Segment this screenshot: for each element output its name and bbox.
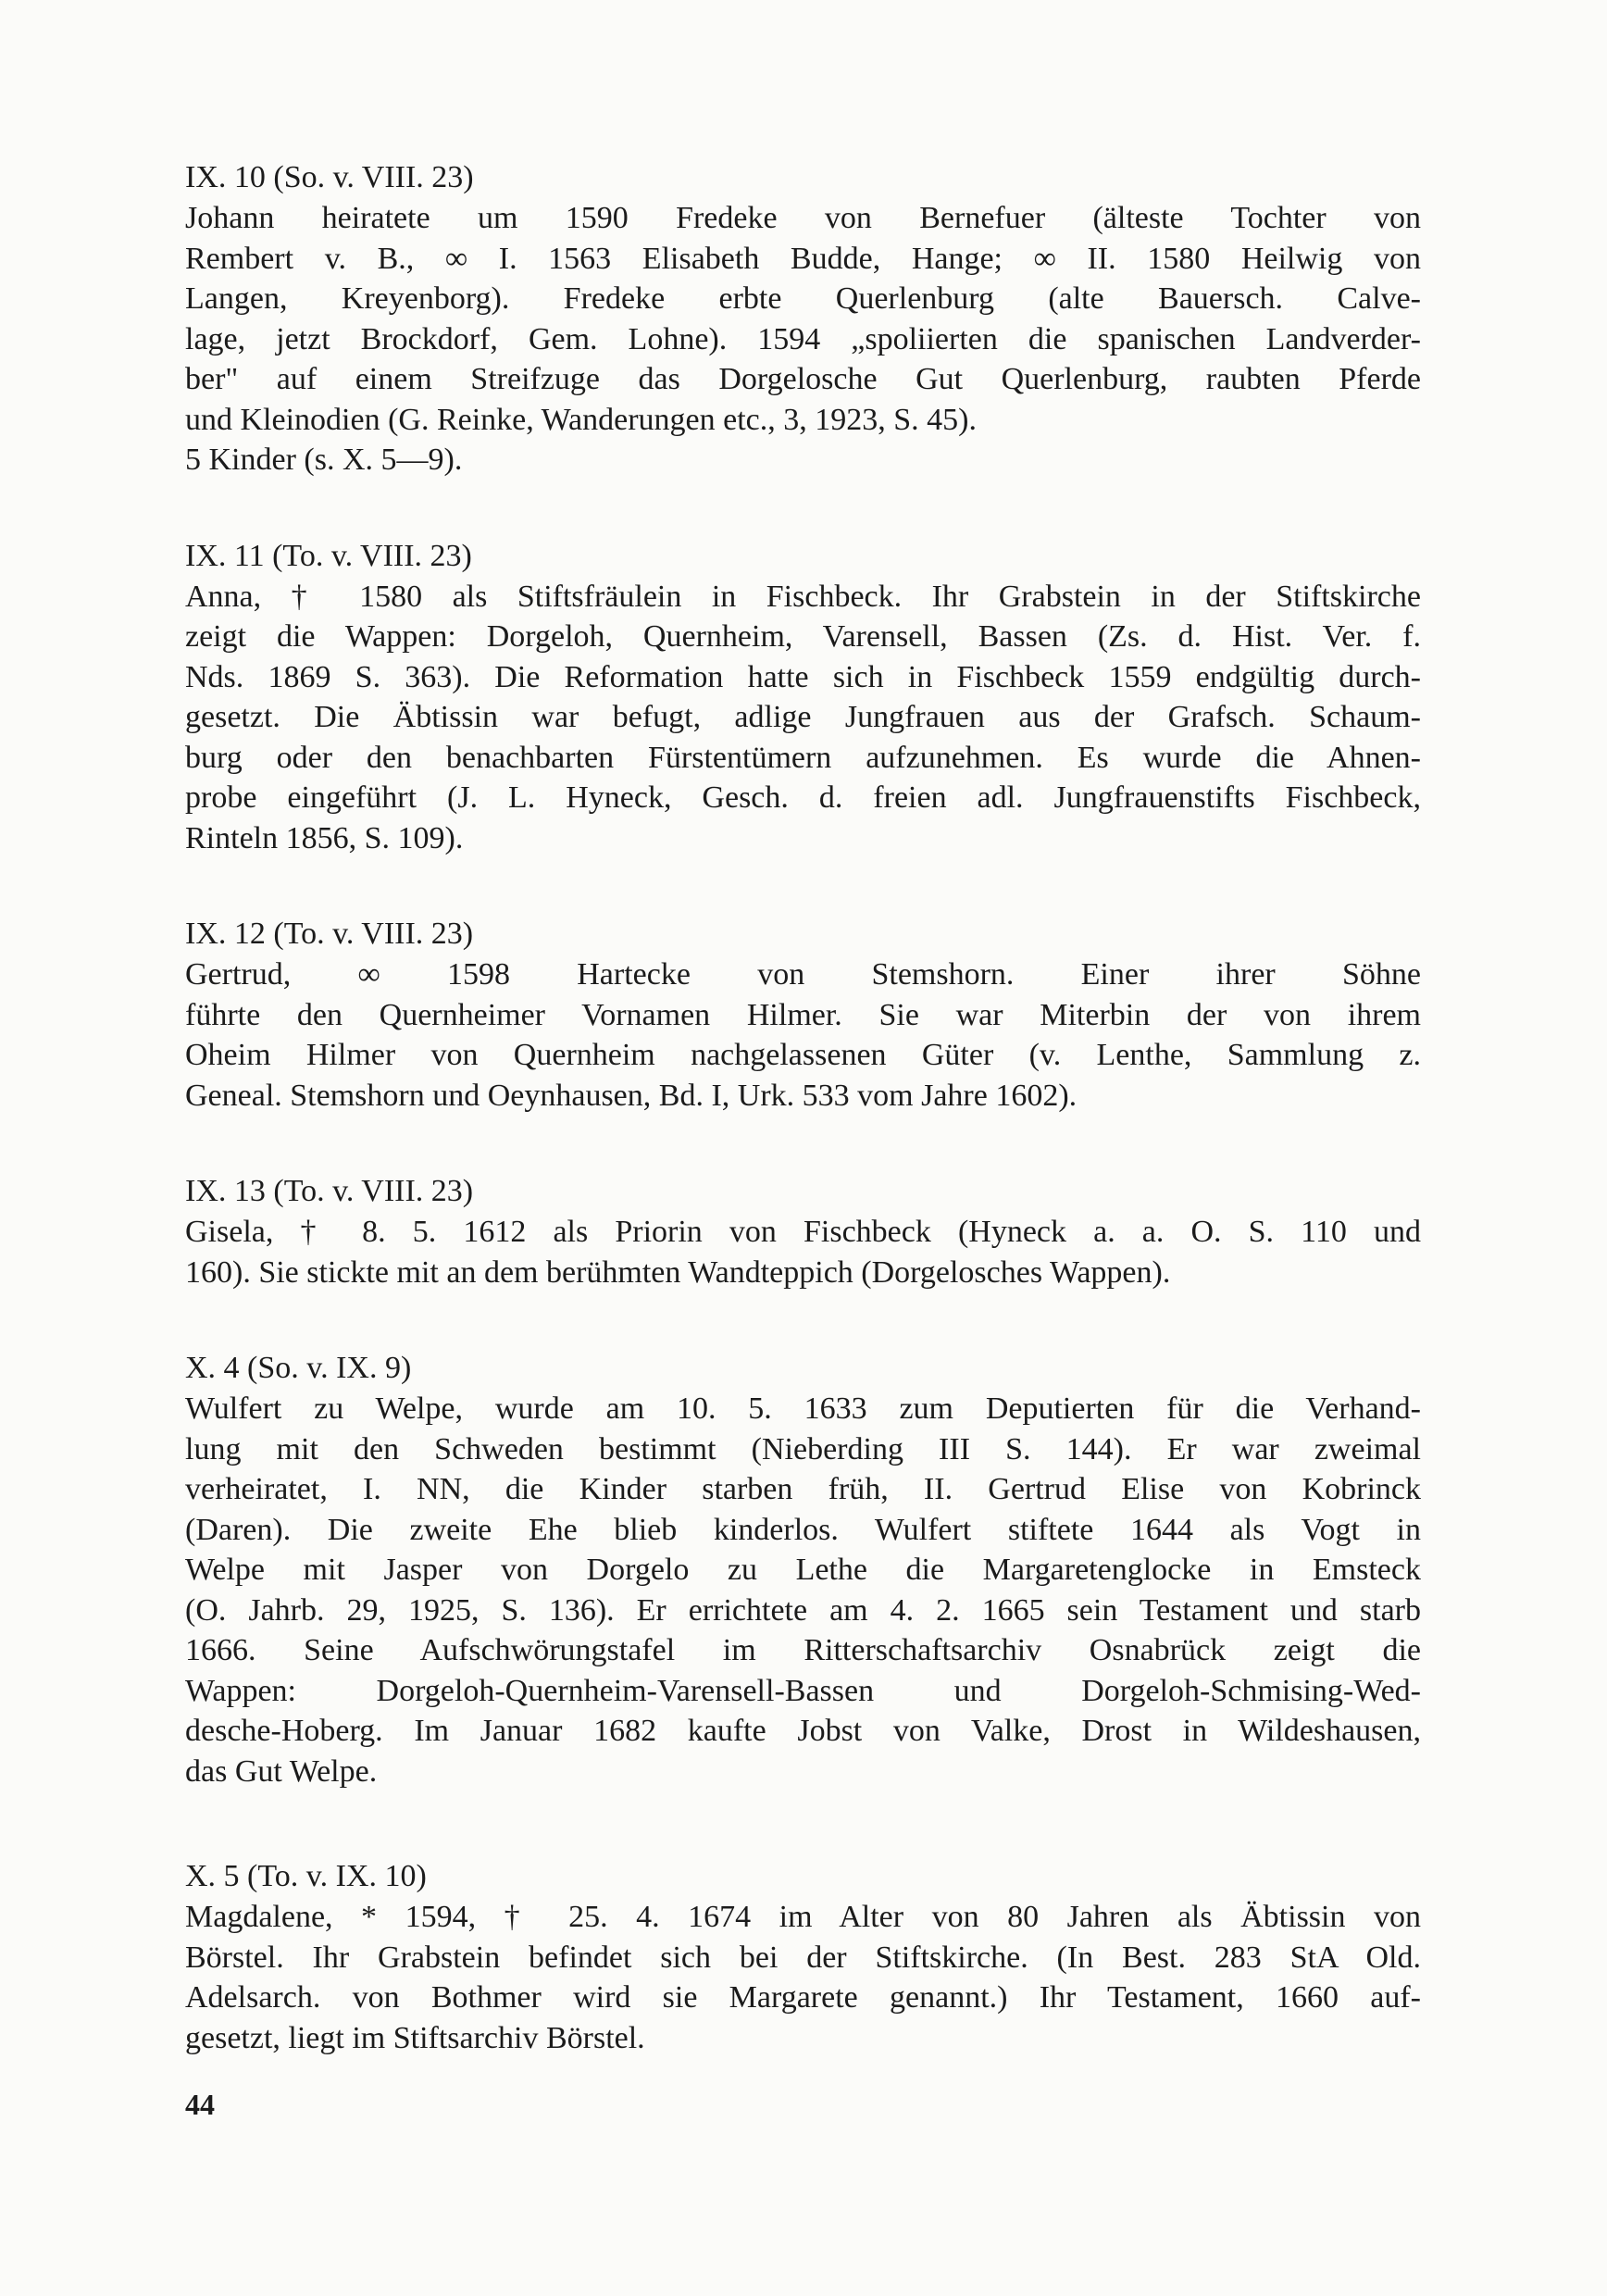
body-line: gesetzt, liegt im Stiftsarchiv Börstel. xyxy=(185,2020,645,2055)
entry-body xyxy=(185,1389,1421,1791)
body-line: 160). Sie stickte mit an dem berühmten Wandteppich (Dorgelosches Wappen). xyxy=(185,1254,1171,1290)
body-line: gesetzt. Die Äbtissin war befugt, adlige Jungfrauen aus der Grafsch. Schaum- xyxy=(185,700,1421,734)
body-line: Wulfert zu Welpe, wurde am 10. 5. 1633 zum Deputierten für die Verhand- xyxy=(185,1391,1421,1426)
document-page xyxy=(185,157,1421,2058)
body-line: verheiratet, I. NN, die Kinder starben früh, II. Gertrud Elise von Kobrinck xyxy=(185,1472,1421,1506)
body-line: Gisela, † 8. 5. 1612 als Priorin von Fischbeck (Hyneck a. a. O. S. 110 und xyxy=(185,1215,1421,1249)
entry-body xyxy=(185,577,1421,859)
body-line: Langen, Kreyenborg). Fredeke erbte Querlenburg (alte Bauersch. Calve- xyxy=(185,281,1421,316)
entry-body xyxy=(185,955,1421,1116)
body-line: Anna, † 1580 als Stiftsfräulein in Fischbeck. Ihr Grabstein in der Stiftskirche xyxy=(185,579,1421,614)
body-line: Rembert v. B., ∞ I. 1563 Elisabeth Budde, Hange; ∞ II. 1580 Heilwig von xyxy=(185,241,1421,276)
body-line: lage, jetzt Brockdorf, Gem. Lohne). 1594 „spoliierten die spanischen Landverder- xyxy=(185,321,1421,356)
entry-ix-13 xyxy=(185,1171,1421,1292)
body-line: (O. Jahrb. 29, 1925, S. 136). Er errichtete am 4. 2. 1665 sein Testament und starb xyxy=(185,1592,1421,1628)
entry-heading: IX. 10 (So. v. VIII. 23) xyxy=(185,160,474,194)
entry-ix-12 xyxy=(185,914,1421,1116)
entry-body xyxy=(185,1897,1421,2058)
body-line: 1666. Seine Aufschwörungstafel im Ritterschaftsarchiv Osnabrück zeigt die xyxy=(185,1633,1421,1667)
body-line: Welpe mit Jasper von Dorgelo zu Lethe die Margaretenglocke in Emsteck xyxy=(185,1553,1421,1587)
body-line: Nds. 1869 S. 363). Die Reformation hatte sich in Fischbeck 1559 endgültig durch- xyxy=(185,659,1421,694)
body-line: burg oder den benachbarten Fürstentümern aufzunehmen. Es wurde die Ahnen- xyxy=(185,740,1421,775)
body-line: das Gut Welpe. xyxy=(185,1753,378,1789)
body-line: Geneal. Stemshorn und Oeynhausen, Bd. I, Urk. 533 vom Jahre 1602). xyxy=(185,1078,1078,1113)
body-line: 5 Kinder (s. X. 5—9). xyxy=(185,443,463,477)
entry-x-5 xyxy=(185,1856,1421,2058)
entry-ix-10 xyxy=(185,157,1421,480)
body-line: probe eingeführt (J. L. Hyneck, Gesch. d. freien adl. Jungfrauenstifts Fischbeck, xyxy=(185,780,1421,815)
body-line: Oheim Hilmer von Quernheim nachgelassenen Güter (v. Lenthe, Sammlung z. xyxy=(185,1038,1421,1072)
entry-heading: IX. 12 (To. v. VIII. 23) xyxy=(185,917,474,951)
body-line: führte den Quernheimer Vornamen Hilmer. Sie war Miterbin der von ihrem xyxy=(185,997,1421,1032)
body-line: desche-Hoberg. Im Januar 1682 kaufte Jobst von Valke, Drost in Wildeshausen, xyxy=(185,1714,1421,1748)
body-line: Magdalene, * 1594, † 25. 4. 1674 im Alter von 80 Jahren als Äbtissin von xyxy=(185,1900,1421,1934)
body-line: Gertrud, ∞ 1598 Hartecke von Stemshorn. Einer ihrer Söhne xyxy=(185,957,1421,992)
body-line: Adelsarch. von Bothmer wird sie Margarete genannt.) Ihr Testament, 1660 auf- xyxy=(185,1980,1421,2015)
body-line: Wappen: Dorgeloh-Quernheim-Varensell-Bassen und Dorgeloh-Schmising-Wed- xyxy=(185,1673,1421,1708)
body-line: (Daren). Die zweite Ehe blieb kinderlos. Wulfert stiftete 1644 als Vogt in xyxy=(185,1512,1421,1547)
page-number: 44 xyxy=(185,2088,215,2121)
body-line: zeigt die Wappen: Dorgeloh, Quernheim, Varensell, Bassen (Zs. d. Hist. Ver. f. xyxy=(185,619,1421,654)
entry-heading: X. 4 (So. v. IX. 9) xyxy=(185,1351,412,1385)
body-line: und Kleinodien (G. Reinke, Wanderungen etc., 3, 1923, S. 45). xyxy=(185,402,977,437)
entry-heading: X. 5 (To. v. IX. 10) xyxy=(185,1859,427,1893)
body-line: ber" auf einem Streifzuge das Dorgelosche Gut Querlenburg, raubten Pferde xyxy=(185,362,1421,396)
entry-ix-11 xyxy=(185,536,1421,859)
entry-heading: IX. 13 (To. v. VIII. 23) xyxy=(185,1174,474,1208)
entry-heading: IX. 11 (To. v. VIII. 23) xyxy=(185,538,472,573)
entry-body xyxy=(185,198,1421,480)
body-line: lung mit den Schweden bestimmt (Nieberding III S. 144). Er war zweimal xyxy=(185,1431,1421,1466)
body-line: Rinteln 1856, S. 109). xyxy=(185,820,464,855)
entry-x-4 xyxy=(185,1348,1421,1791)
entry-body xyxy=(185,1212,1421,1292)
body-line: Börstel. Ihr Grabstein befindet sich bei der Stiftskirche. (In Best. 283 StA Old. xyxy=(185,1940,1421,1975)
body-line: Johann heiratete um 1590 Fredeke von Bernefuer (älteste Tochter von xyxy=(185,201,1421,235)
